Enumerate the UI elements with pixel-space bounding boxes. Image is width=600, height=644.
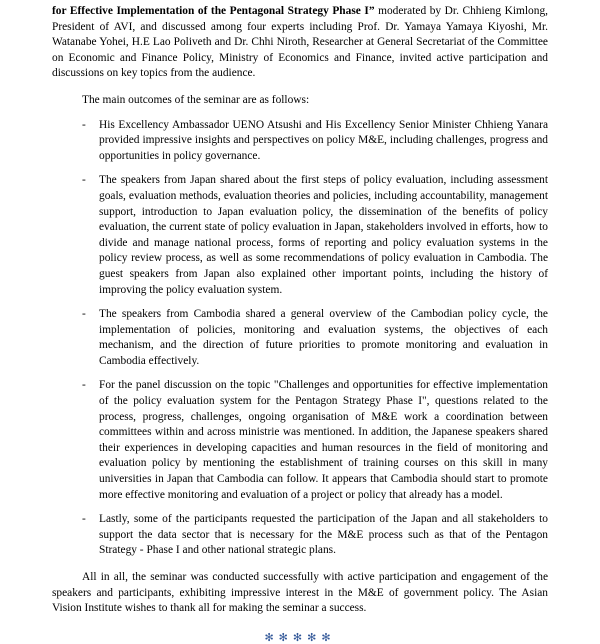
list-item [52, 378, 548, 503]
opening-paragraph [52, 4, 548, 82]
bullet-marker: - [82, 379, 86, 392]
list-item-text: His Excellency Ambassador UENO Atsushi and His Excellency Senior Minister Chhieng Yanara provided impressive insights and perspectives on policy M&E, including challenges, progress and opportunities in policy governance. [99, 118, 548, 162]
footer-ornament [52, 631, 548, 644]
bullet-marker: - [82, 118, 86, 131]
list-item [52, 173, 548, 298]
list-item-text: The speakers from Japan shared about the first steps of policy evaluation, including assessment goals, evaluation methods, evaluation theories and policies, including accountability, management support, introduction to Japan evaluation policy, the dissemination of the benefits of policy evaluation, the current state of policy evaluation in Japan, stakeholders involved in efforts, how to divide and manage national process, forms of reporting and policy evaluation systems in the policy review process, as well as some recommendations of policy evaluation in Cambodia. The guest speakers from Japan also explained other important points, including the history of improving the policy evaluation system. [99, 174, 548, 296]
list-item-text: Lastly, some of the participants requested the participation of the Japan and all stakeholders to support the data sector that is necessary for the M&E process such as that of the Pentagon Strategy - Phase I and other national strategic plans. [99, 513, 548, 557]
opening-bold-lead: for Effective Implementation of the Pentagonal Strategy Phase I” [52, 5, 375, 17]
list-item [52, 118, 548, 165]
bullet-marker: - [82, 174, 86, 187]
closing-paragraph: All in all, the seminar was conducted successfully with active participation and engagement of the speakers and participants, exhibiting impressive interest in the M&E of government policy. The Asian Vision Institute wishes to thank all for making the seminar a success. [52, 571, 548, 615]
list-item-text: The speakers from Cambodia shared a general overview of the Cambodian policy cycle, the implementation of policies, monitoring and evaluation systems, the objectives of each mechanism, and the direction of future priorities to promote monitoring and evaluation in Cambodia effectively. [99, 308, 548, 367]
bullet-marker: - [82, 308, 86, 321]
list-item [52, 512, 548, 559]
list-item [52, 307, 548, 369]
footer-ornament-glyphs: ✻✻✻✻✻ [264, 631, 336, 644]
bullet-marker: - [82, 513, 86, 526]
outcomes-list [52, 118, 548, 559]
list-item-text: For the panel discussion on the topic "Challenges and opportunities for effective implementation of the policy evaluation system for the Pentagon Strategy Phase I", questions related to the process, progress, challenges, ongoing organisation of M&E work a coordination between committees within and across ministrie was mentioned. In addition, the Japanese speakers shared their experiences in developing capacities and human resources in the field of monitoring and evaluation policy by mentioning the establishment of training courses on this skill in many universities in Japan that Cambodia can follow. It appears that Cambodia should start to promote more effective monitoring and evaluation of a project or policy that already has a model. [99, 379, 548, 501]
lead-in-paragraph: The main outcomes of the seminar are as follows: [82, 93, 310, 106]
opening-rest: moderated by Dr. Chhieng Kimlong, President of AVI, and discussed among four experts including Prof. Dr. Yamaya Yamaya Kiyoshi, Mr. Watanabe Yohei, H.E Lao Poliveth and Dr. Chhi Niroth, Researcher at General Secretariat of the Committee on Economic and Finance Policy, Ministry of Economics and Finance, invited active participation and discussions on key topics from the audience. [52, 5, 548, 80]
